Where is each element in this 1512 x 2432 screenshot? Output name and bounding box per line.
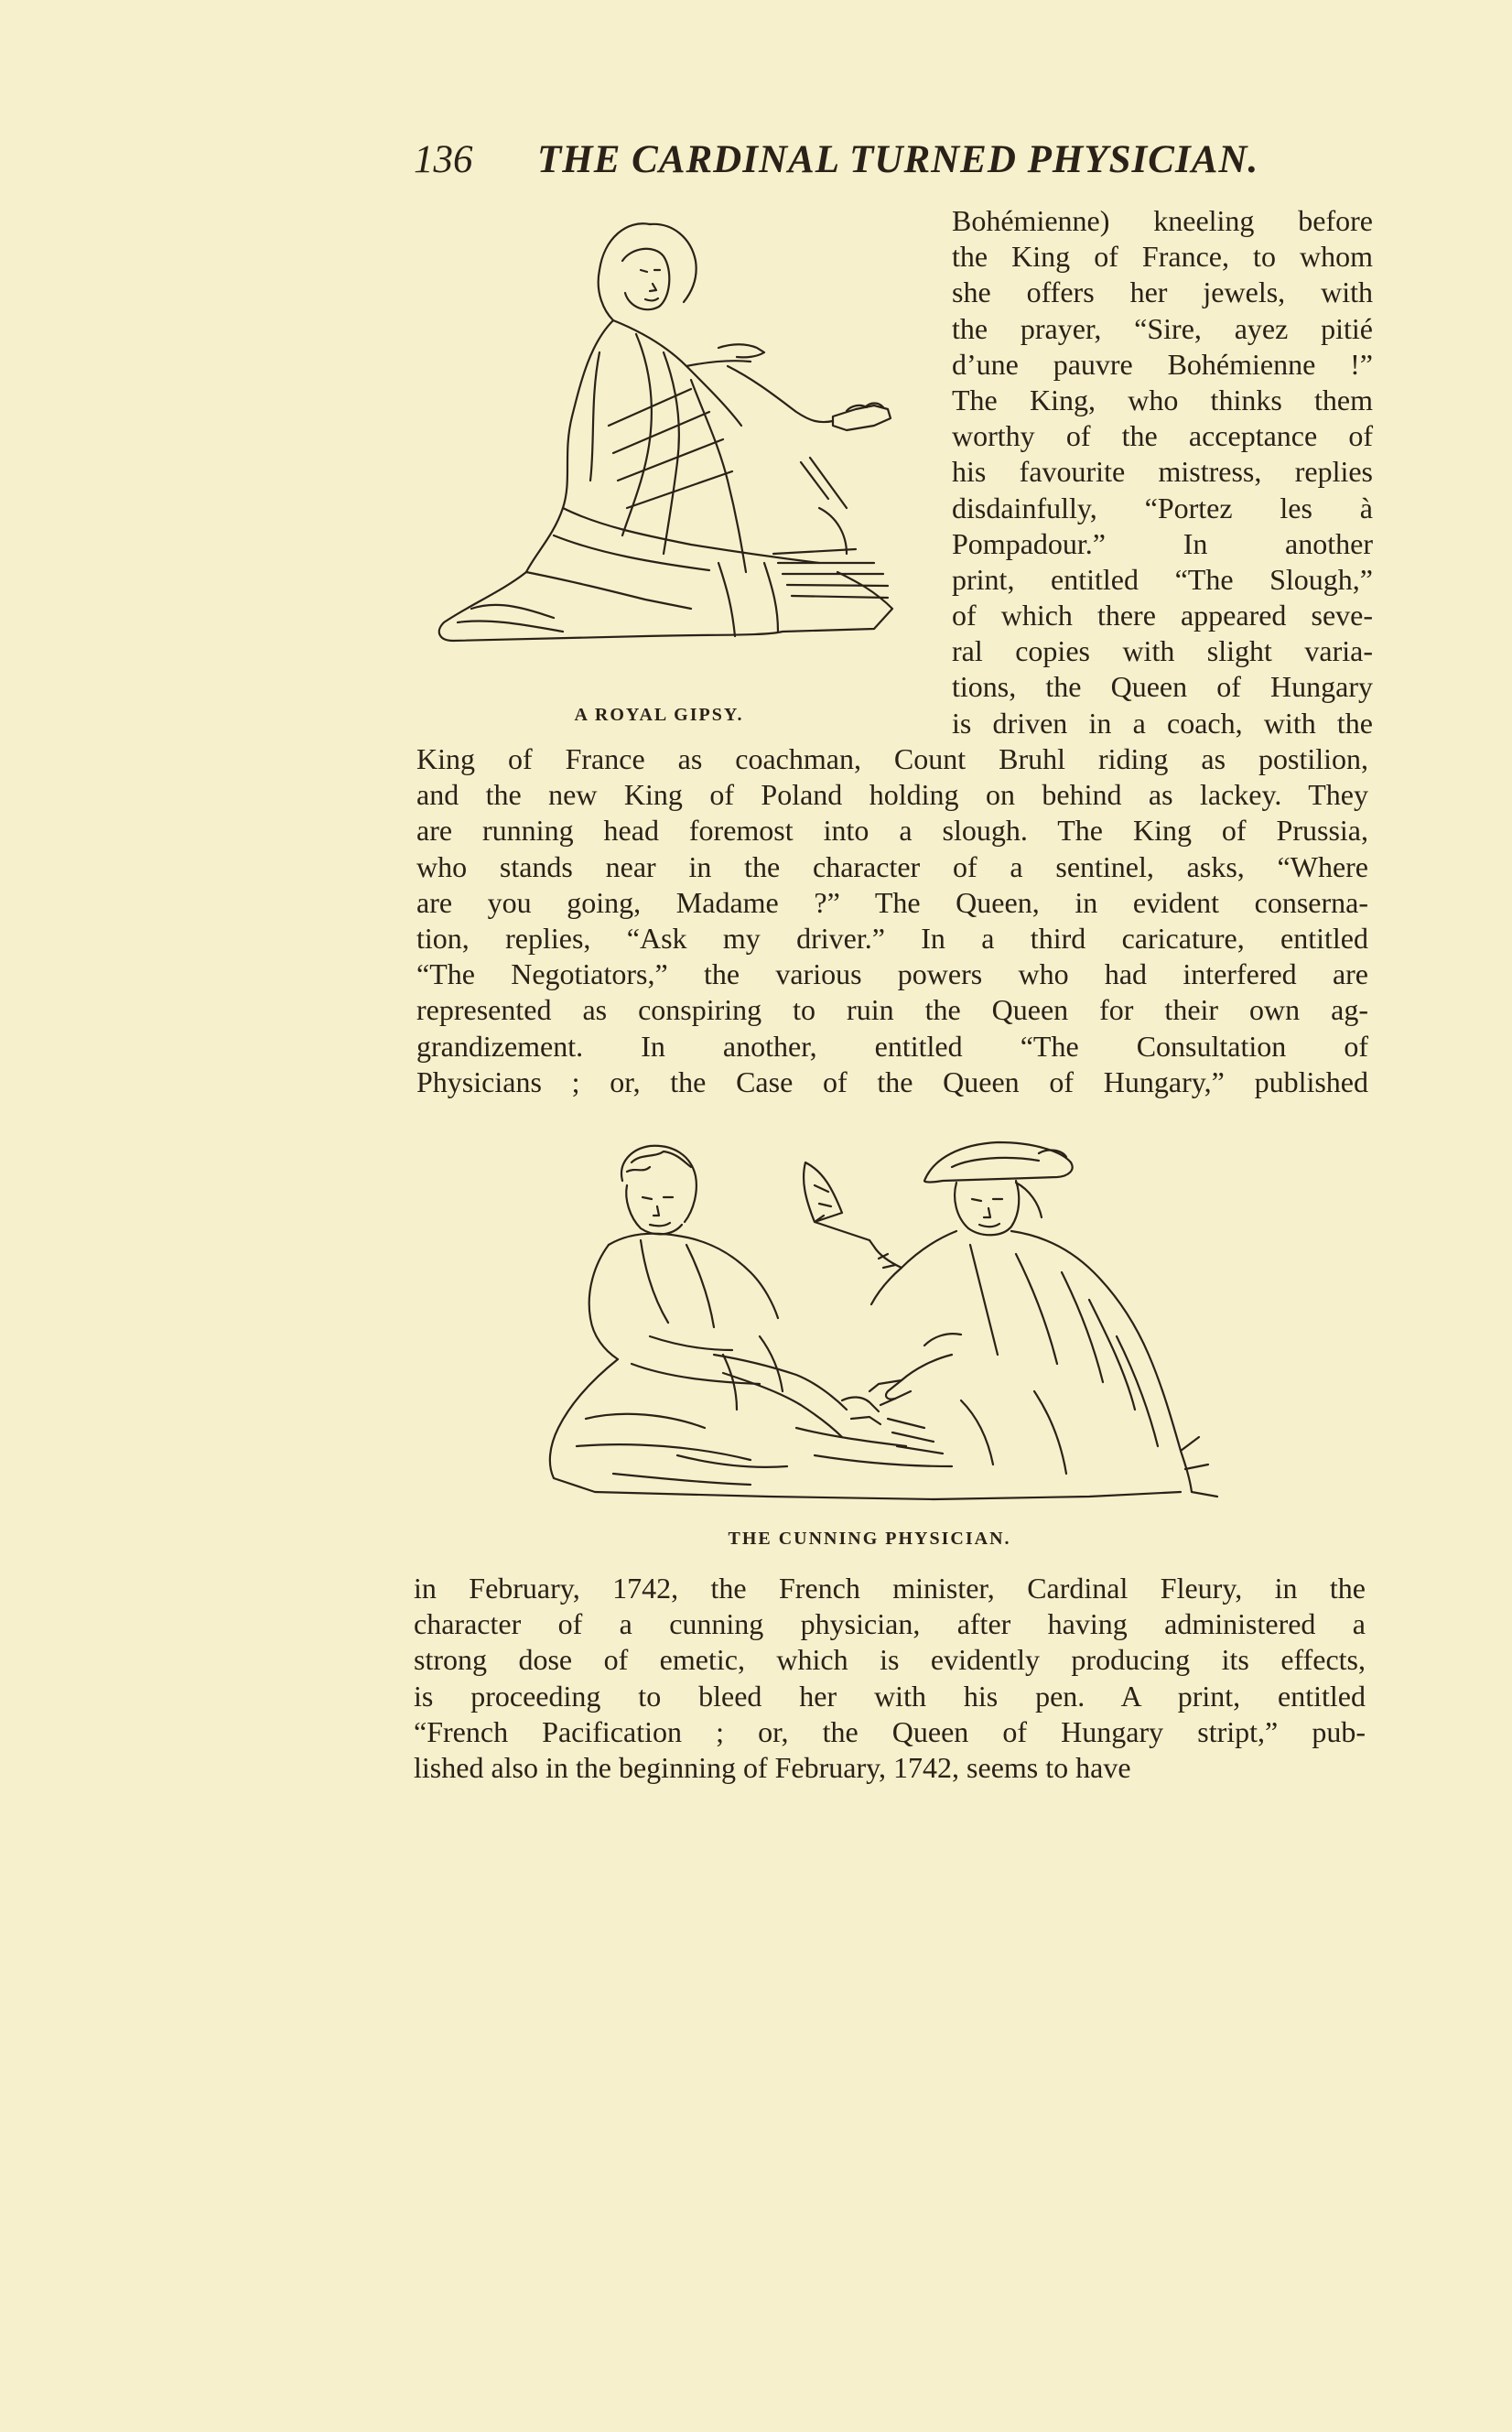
text-line: Pompadour.” In another xyxy=(952,526,1373,560)
bottom-paragraph xyxy=(414,1571,1366,1786)
text-line: “French Pacification ; or, the Queen of Hungary stript,” pub- xyxy=(414,1714,1366,1748)
text-line: lished also in the beginning of February, 1742, seems to have xyxy=(414,1750,1131,1784)
text-line: is proceeding to bleed her with his pen. A print, entitled xyxy=(414,1679,1366,1713)
text-line: tions, the Queen of Hungary xyxy=(952,670,1373,704)
text-line: Bohémienne) kneeling before xyxy=(952,204,1373,237)
figure-royal-gipsy xyxy=(416,206,929,691)
page-number: 136 xyxy=(414,138,473,181)
caption-cunning-physician: THE CUNNING PHYSICIAN. xyxy=(728,1529,1011,1549)
text-line: strong dose of emetic, which is evidently producing its effects, xyxy=(414,1643,1366,1677)
cunning-physician-illustration xyxy=(540,1126,1236,1519)
text-line: are running head foremost into a slough. The King of Prussia, xyxy=(416,814,1368,848)
text-line: she offers her jewels, with xyxy=(952,276,1373,309)
text-line: of which there appeared seve- xyxy=(952,599,1373,632)
text-line: King of France as coachman, Count Bruhl riding as postilion, xyxy=(416,742,1368,775)
text-line: print, entitled “The Slough,” xyxy=(952,562,1373,596)
text-line: represented as conspiring to ruin the Queen for their own ag- xyxy=(416,993,1368,1027)
full-width-paragraph xyxy=(416,741,1368,1100)
text-line: d’une pauvre Bohémienne !” xyxy=(952,347,1373,381)
text-line: the King of France, to whom xyxy=(952,240,1373,274)
running-header xyxy=(414,137,1375,192)
text-line: in February, 1742, the French minister, Cardinal Fleury, in the xyxy=(414,1572,1366,1605)
text-line: ral copies with slight varia- xyxy=(952,634,1373,668)
text-line: tion, replies, “Ask my driver.” In a third caricature, entitled xyxy=(416,921,1368,955)
text-line: grandizement. In another, entitled “The Consultation of xyxy=(416,1029,1368,1063)
text-line: who stands near in the character of a sentinel, asks, “Where xyxy=(416,849,1368,883)
text-line: is driven in a coach, with the xyxy=(952,706,1373,740)
side-text-column xyxy=(952,203,1373,741)
text-line: disdainfully, “Portez les à xyxy=(952,491,1373,524)
text-line: character of a cunning physician, after having administered a xyxy=(414,1607,1366,1641)
text-line: and the new King of Poland holding on behind as lackey. They xyxy=(416,778,1368,812)
royal-gipsy-illustration xyxy=(416,206,929,691)
text-line: are you going, Madame ?” The Queen, in evident conserna- xyxy=(416,885,1368,919)
text-line: the prayer, “Sire, ayez pitié xyxy=(952,311,1373,345)
text-line: Physicians ; or, the Case of the Queen of Hungary,” published xyxy=(416,1065,1368,1098)
figure-cunning-physician xyxy=(540,1126,1236,1519)
text-line: The King, who thinks them xyxy=(952,383,1373,416)
running-title: THE CARDINAL TURNED PHYSICIAN. xyxy=(537,138,1259,181)
caption-royal-gipsy: A ROYAL GIPSY. xyxy=(574,705,744,725)
text-line: “The Negotiators,” the various powers who had interfered are xyxy=(416,957,1368,991)
text-line: worthy of the acceptance of xyxy=(952,419,1373,453)
text-line: his favourite mistress, replies xyxy=(952,455,1373,489)
